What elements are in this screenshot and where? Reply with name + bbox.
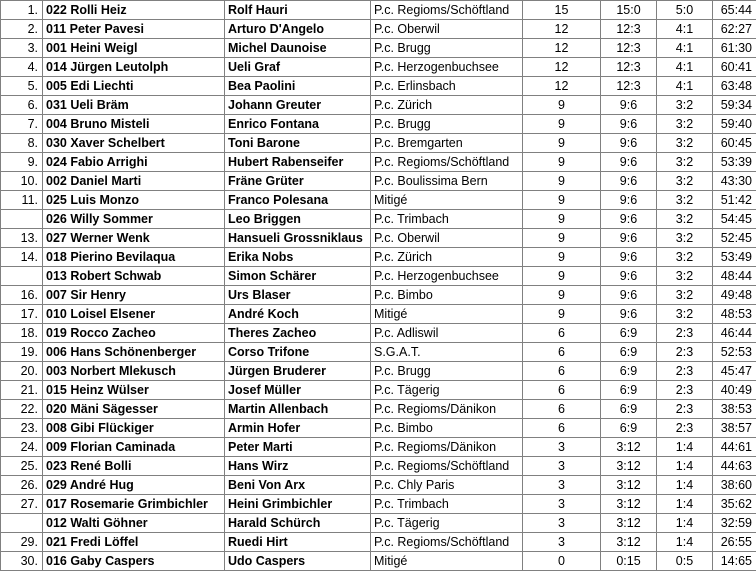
player-two-cell: Theres Zacheo [225,324,371,343]
sets-cell: 6:9 [601,419,657,438]
sets-cell: 9:6 [601,248,657,267]
sets-cell: 12:3 [601,39,657,58]
score-cell: 65:44 [713,1,756,20]
games-cell: 2:3 [657,419,713,438]
table-row [1,305,756,324]
player-one-cell: 022 Rolli Heiz [43,1,225,20]
score-cell: 32:59 [713,514,756,533]
points-cell: 3 [523,495,601,514]
club-cell: P.c. Bimbo [371,286,523,305]
table-row [1,1,756,20]
player-two-cell: Ruedi Hirt [225,533,371,552]
score-cell: 38:57 [713,419,756,438]
player-two-cell: Erika Nobs [225,248,371,267]
table-row [1,343,756,362]
games-cell: 3:2 [657,96,713,115]
player-two-cell: Martin Allenbach [225,400,371,419]
games-cell: 4:1 [657,39,713,58]
player-two-cell: Udo Caspers [225,552,371,571]
player-one-cell: 014 Jürgen Leutolph [43,58,225,77]
sets-cell: 12:3 [601,58,657,77]
player-two-cell: Arturo D'Angelo [225,20,371,39]
club-cell: P.c. Herzogenbuchsee [371,58,523,77]
sets-cell: 12:3 [601,20,657,39]
player-two-cell: Simon Schärer [225,267,371,286]
points-cell: 9 [523,153,601,172]
rank-cell: 7. [1,115,43,134]
club-cell: P.c. Erlinsbach [371,77,523,96]
club-cell: P.c. Brugg [371,115,523,134]
score-cell: 52:53 [713,343,756,362]
score-cell: 51:42 [713,191,756,210]
points-cell: 12 [523,77,601,96]
sets-cell: 6:9 [601,362,657,381]
player-one-cell: 002 Daniel Marti [43,172,225,191]
points-cell: 3 [523,438,601,457]
games-cell: 2:3 [657,400,713,419]
table-row [1,400,756,419]
points-cell: 9 [523,172,601,191]
table-row [1,286,756,305]
ranking-rows [1,1,756,571]
points-cell: 0 [523,552,601,571]
sets-cell: 15:0 [601,1,657,20]
table-row [1,77,756,96]
rank-cell: 1. [1,1,43,20]
player-one-cell: 001 Heini Weigl [43,39,225,58]
games-cell: 2:3 [657,343,713,362]
player-one-cell: 003 Norbert Mlekusch [43,362,225,381]
player-one-cell: 024 Fabio Arrighi [43,153,225,172]
games-cell: 3:2 [657,134,713,153]
sets-cell: 9:6 [601,286,657,305]
player-two-cell: Jürgen Bruderer [225,362,371,381]
player-two-cell: Hansueli Grossniklaus [225,229,371,248]
score-cell: 14:65 [713,552,756,571]
club-cell: P.c. Bimbo [371,419,523,438]
games-cell: 3:2 [657,286,713,305]
club-cell: P.c. Oberwil [371,229,523,248]
player-two-cell: Fräne Grüter [225,172,371,191]
table-row [1,457,756,476]
games-cell: 2:3 [657,362,713,381]
points-cell: 9 [523,134,601,153]
sets-cell: 9:6 [601,115,657,134]
player-two-cell: Urs Blaser [225,286,371,305]
rank-cell: 2. [1,20,43,39]
sets-cell: 9:6 [601,172,657,191]
sets-cell: 0:15 [601,552,657,571]
games-cell: 3:2 [657,267,713,286]
club-cell: P.c. Regioms/Schöftland [371,1,523,20]
club-cell: P.c. Trimbach [371,495,523,514]
sets-cell: 9:6 [601,267,657,286]
player-two-cell: Franco Polesana [225,191,371,210]
points-cell: 9 [523,248,601,267]
rank-cell [1,267,43,286]
sets-cell: 9:6 [601,96,657,115]
club-cell: P.c. Bremgarten [371,134,523,153]
points-cell: 3 [523,514,601,533]
player-two-cell: Corso Trifone [225,343,371,362]
club-cell: P.c. Oberwil [371,20,523,39]
sets-cell: 3:12 [601,514,657,533]
sets-cell: 3:12 [601,476,657,495]
score-cell: 60:45 [713,134,756,153]
sets-cell: 6:9 [601,324,657,343]
games-cell: 3:2 [657,305,713,324]
player-one-cell: 011 Peter Pavesi [43,20,225,39]
player-one-cell: 004 Bruno Misteli [43,115,225,134]
player-two-cell: Peter Marti [225,438,371,457]
player-one-cell: 020 Mäni Sägesser [43,400,225,419]
score-cell: 44:63 [713,457,756,476]
score-cell: 53:39 [713,153,756,172]
player-two-cell: André Koch [225,305,371,324]
player-two-cell: Hans Wirz [225,457,371,476]
games-cell: 3:2 [657,153,713,172]
games-cell: 3:2 [657,248,713,267]
score-cell: 49:48 [713,286,756,305]
sets-cell: 12:3 [601,77,657,96]
games-cell: 3:2 [657,115,713,134]
sets-cell: 3:12 [601,457,657,476]
table-row [1,476,756,495]
games-cell: 1:4 [657,476,713,495]
points-cell: 9 [523,96,601,115]
table-row [1,58,756,77]
sets-cell: 9:6 [601,191,657,210]
club-cell: Mitigé [371,552,523,571]
score-cell: 38:60 [713,476,756,495]
score-cell: 38:53 [713,400,756,419]
games-cell: 4:1 [657,58,713,77]
sets-cell: 9:6 [601,229,657,248]
sets-cell: 3:12 [601,438,657,457]
points-cell: 12 [523,20,601,39]
points-cell: 9 [523,191,601,210]
rank-cell: 23. [1,419,43,438]
player-one-cell: 015 Heinz Wülser [43,381,225,400]
rank-cell: 4. [1,58,43,77]
club-cell: P.c. Regioms/Dänikon [371,400,523,419]
club-cell: P.c. Tägerig [371,381,523,400]
player-one-cell: 009 Florian Caminada [43,438,225,457]
table-row [1,533,756,552]
score-cell: 60:41 [713,58,756,77]
club-cell: P.c. Regioms/Schöftland [371,153,523,172]
score-cell: 62:27 [713,20,756,39]
player-two-cell: Johann Greuter [225,96,371,115]
score-cell: 61:30 [713,39,756,58]
points-cell: 6 [523,324,601,343]
table-row [1,419,756,438]
score-cell: 45:47 [713,362,756,381]
club-cell: Mitigé [371,191,523,210]
player-one-cell: 018 Pierino Bevilaqua [43,248,225,267]
club-cell: P.c. Zürich [371,96,523,115]
rank-cell: 8. [1,134,43,153]
sets-cell: 9:6 [601,305,657,324]
sets-cell: 3:12 [601,495,657,514]
club-cell: P.c. Regioms/Dänikon [371,438,523,457]
games-cell: 1:4 [657,457,713,476]
games-cell: 5:0 [657,1,713,20]
points-cell: 9 [523,286,601,305]
rank-cell: 25. [1,457,43,476]
rank-cell: 24. [1,438,43,457]
player-one-cell: 027 Werner Wenk [43,229,225,248]
points-cell: 3 [523,533,601,552]
table-row [1,134,756,153]
score-cell: 59:40 [713,115,756,134]
club-cell: Mitigé [371,305,523,324]
games-cell: 3:2 [657,210,713,229]
club-cell: P.c. Zürich [371,248,523,267]
rank-cell: 19. [1,343,43,362]
rank-cell: 16. [1,286,43,305]
score-cell: 26:55 [713,533,756,552]
rank-cell: 30. [1,552,43,571]
games-cell: 4:1 [657,20,713,39]
player-two-cell: Beni Von Arx [225,476,371,495]
sets-cell: 9:6 [601,210,657,229]
points-cell: 3 [523,457,601,476]
points-cell: 3 [523,476,601,495]
score-cell: 48:53 [713,305,756,324]
sets-cell: 6:9 [601,400,657,419]
points-cell: 9 [523,115,601,134]
games-cell: 1:4 [657,495,713,514]
points-cell: 12 [523,58,601,77]
player-two-cell: Ueli Graf [225,58,371,77]
table-row [1,210,756,229]
sets-cell: 6:9 [601,343,657,362]
score-cell: 40:49 [713,381,756,400]
sets-cell: 3:12 [601,533,657,552]
player-one-cell: 006 Hans Schönenberger [43,343,225,362]
score-cell: 46:44 [713,324,756,343]
club-cell: P.c. Boulissima Bern [371,172,523,191]
score-cell: 63:48 [713,77,756,96]
player-two-cell: Toni Barone [225,134,371,153]
club-cell: P.c. Herzogenbuchsee [371,267,523,286]
rank-cell: 27. [1,495,43,514]
points-cell: 9 [523,210,601,229]
rank-cell: 13. [1,229,43,248]
player-two-cell: Josef Müller [225,381,371,400]
games-cell: 3:2 [657,191,713,210]
table-row [1,362,756,381]
rank-cell: 20. [1,362,43,381]
points-cell: 12 [523,39,601,58]
player-one-cell: 030 Xaver Schelbert [43,134,225,153]
games-cell: 4:1 [657,77,713,96]
points-cell: 6 [523,400,601,419]
table-row [1,39,756,58]
games-cell: 3:2 [657,229,713,248]
games-cell: 0:5 [657,552,713,571]
table-row [1,324,756,343]
score-cell: 43:30 [713,172,756,191]
player-one-cell: 026 Willy Sommer [43,210,225,229]
table-row [1,248,756,267]
player-one-cell: 005 Edi Liechti [43,77,225,96]
rank-cell: 21. [1,381,43,400]
sets-cell: 9:6 [601,134,657,153]
club-cell: P.c. Trimbach [371,210,523,229]
player-one-cell: 010 Loisel Elsener [43,305,225,324]
player-one-cell: 023 René Bolli [43,457,225,476]
club-cell: P.c. Tägerig [371,514,523,533]
points-cell: 9 [523,229,601,248]
table-row [1,191,756,210]
player-one-cell: 013 Robert Schwab [43,267,225,286]
games-cell: 2:3 [657,381,713,400]
games-cell: 3:2 [657,172,713,191]
table-row [1,267,756,286]
player-one-cell: 007 Sir Henry [43,286,225,305]
player-one-cell: 021 Fredi Löffel [43,533,225,552]
games-cell: 1:4 [657,533,713,552]
player-one-cell: 017 Rosemarie Grimbichler [43,495,225,514]
club-cell: P.c. Regioms/Schöftland [371,457,523,476]
table-row [1,172,756,191]
table-row [1,438,756,457]
games-cell: 2:3 [657,324,713,343]
score-cell: 35:62 [713,495,756,514]
score-cell: 44:61 [713,438,756,457]
table-row [1,381,756,400]
rank-cell: 29. [1,533,43,552]
rank-cell: 9. [1,153,43,172]
score-cell: 48:44 [713,267,756,286]
score-cell: 59:34 [713,96,756,115]
club-cell: P.c. Brugg [371,39,523,58]
rank-cell: 18. [1,324,43,343]
player-two-cell: Armin Hofer [225,419,371,438]
club-cell: P.c. Regioms/Schöftland [371,533,523,552]
club-cell: P.c. Adliswil [371,324,523,343]
player-two-cell: Leo Briggen [225,210,371,229]
player-two-cell: Harald Schürch [225,514,371,533]
games-cell: 1:4 [657,514,713,533]
player-two-cell: Enrico Fontana [225,115,371,134]
player-one-cell: 012 Walti Göhner [43,514,225,533]
rank-cell: 26. [1,476,43,495]
points-cell: 6 [523,343,601,362]
score-cell: 52:45 [713,229,756,248]
club-cell: S.G.A.T. [371,343,523,362]
rank-cell: 22. [1,400,43,419]
player-one-cell: 029 André Hug [43,476,225,495]
table-row [1,20,756,39]
rank-cell: 11. [1,191,43,210]
player-one-cell: 008 Gibi Flückiger [43,419,225,438]
table-row [1,229,756,248]
table-row [1,514,756,533]
player-two-cell: Bea Paolini [225,77,371,96]
club-cell: P.c. Brugg [371,362,523,381]
score-cell: 53:49 [713,248,756,267]
rank-cell: 6. [1,96,43,115]
player-two-cell: Heini Grimbichler [225,495,371,514]
points-cell: 6 [523,381,601,400]
player-two-cell: Rolf Hauri [225,1,371,20]
club-cell: P.c. Chly Paris [371,476,523,495]
player-two-cell: Hubert Rabenseifer [225,153,371,172]
table-row [1,153,756,172]
rank-cell: 10. [1,172,43,191]
rank-cell: 3. [1,39,43,58]
table-row [1,96,756,115]
rank-cell: 14. [1,248,43,267]
sets-cell: 9:6 [601,153,657,172]
player-one-cell: 019 Rocco Zacheo [43,324,225,343]
table-row [1,495,756,514]
games-cell: 1:4 [657,438,713,457]
points-cell: 6 [523,419,601,438]
points-cell: 9 [523,305,601,324]
player-two-cell: Michel Daunoise [225,39,371,58]
score-cell: 54:45 [713,210,756,229]
points-cell: 15 [523,1,601,20]
points-cell: 6 [523,362,601,381]
rank-cell: 5. [1,77,43,96]
rank-cell [1,210,43,229]
player-one-cell: 031 Ueli Bräm [43,96,225,115]
player-one-cell: 025 Luis Monzo [43,191,225,210]
rank-cell [1,514,43,533]
points-cell: 9 [523,267,601,286]
table-row [1,115,756,134]
player-one-cell: 016 Gaby Caspers [43,552,225,571]
rank-cell: 17. [1,305,43,324]
sets-cell: 6:9 [601,381,657,400]
